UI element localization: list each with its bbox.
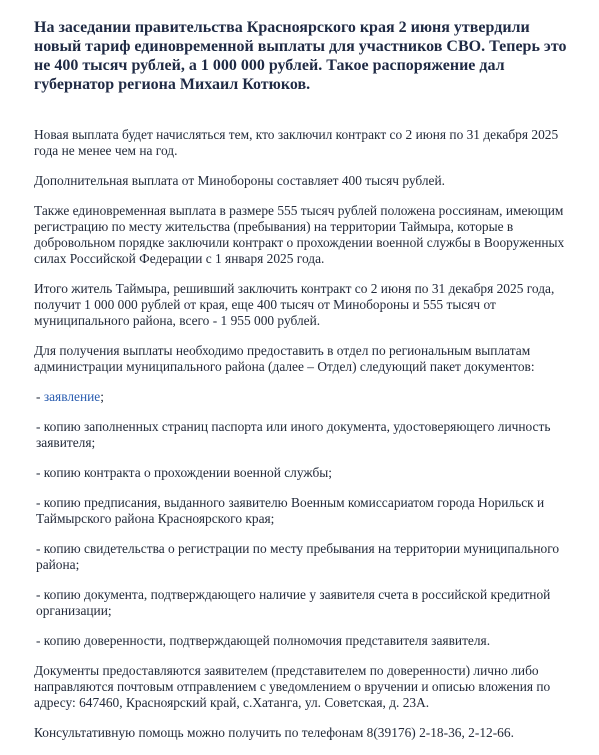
paragraph-new-payment: Новая выплата будет начисляться тем, кто заключил контракт со 2 июня по 31 декабря 2025 года не менее чем на год.	[34, 127, 559, 158]
paragraph-submission: Документы предоставляются заявителем (представителем по доверенности) лично либо направляются почтовым отправлением с уведомлением о вручении и описью вложения по адресу: 647460, Красноярский край, с.Хатанга, ул. Советская, д. 23А.	[34, 663, 551, 710]
list-item-application	[34, 389, 579, 405]
list-item-power-of-attorney: - копию доверенности, подтверждающей полномочия представителя заявителя.	[36, 633, 491, 648]
paragraph-mod-payment: Дополнительная выплата от Минобороны составляет 400 тысяч рублей.	[34, 173, 445, 188]
paragraph-documents-intro: Для получения выплаты необходимо предоставить в отдел по региональным выплатам администрации муниципального района (далее – Отдел) следующий пакет документов:	[34, 343, 535, 374]
list-item-prefix: -	[36, 389, 44, 404]
paragraph-total: Итого житель Таймыра, решивший заключить контракт со 2 июня по 31 декабря 2025 года, получит 1 000 000 рублей от края, еще 400 тысяч от Минобороны и 555 тысяч от муниципального района, всего - 1 955 000 рублей.	[34, 281, 555, 328]
list-item-bank-account: - копию документа, подтверждающего наличие у заявителя счета в российской кредитной организации;	[36, 587, 551, 618]
article	[34, 18, 579, 755]
list-item-suffix: ;	[100, 389, 104, 404]
list-item-contract: - копию контракта о прохождении военной службы;	[36, 465, 332, 480]
article-headline: На заседании правительства Красноярского края 2 июня утвердили новый тариф единовременной выплаты для участников СВО. Теперь это не 400 тысяч рублей, а 1 000 000 рублей. Такое распоряжение дал губернатор региона Михаил Котюков.	[34, 19, 567, 93]
list-item-registration: - копию свидетельства о регистрации по месту пребывания на территории муниципального района;	[36, 541, 560, 572]
list-item-order: - копию предписания, выданного заявителю Военным комиссариатом города Норильск и Таймырского района Красноярского края;	[36, 495, 545, 526]
list-item-passport: - копию заполненных страниц паспорта или иного документа, удостоверяющего личность заявителя;	[36, 419, 551, 450]
application-link[interactable]: заявление	[43, 389, 101, 404]
paragraph-taimyr-payment: Также единовременная выплата в размере 555 тысяч рублей положена россиянам, имеющим регистрацию по месту жительства (пребывания) на территории Таймыра, которые в добровольном порядке заключили контракт о прохождении военной службы в Вооруженных силах Российской Федерации с 1 января 2025 года.	[34, 203, 565, 266]
paragraph-contact: Консультативную помощь можно получить по телефонам 8(39176) 2-18-36, 2-12-66.	[34, 725, 514, 740]
